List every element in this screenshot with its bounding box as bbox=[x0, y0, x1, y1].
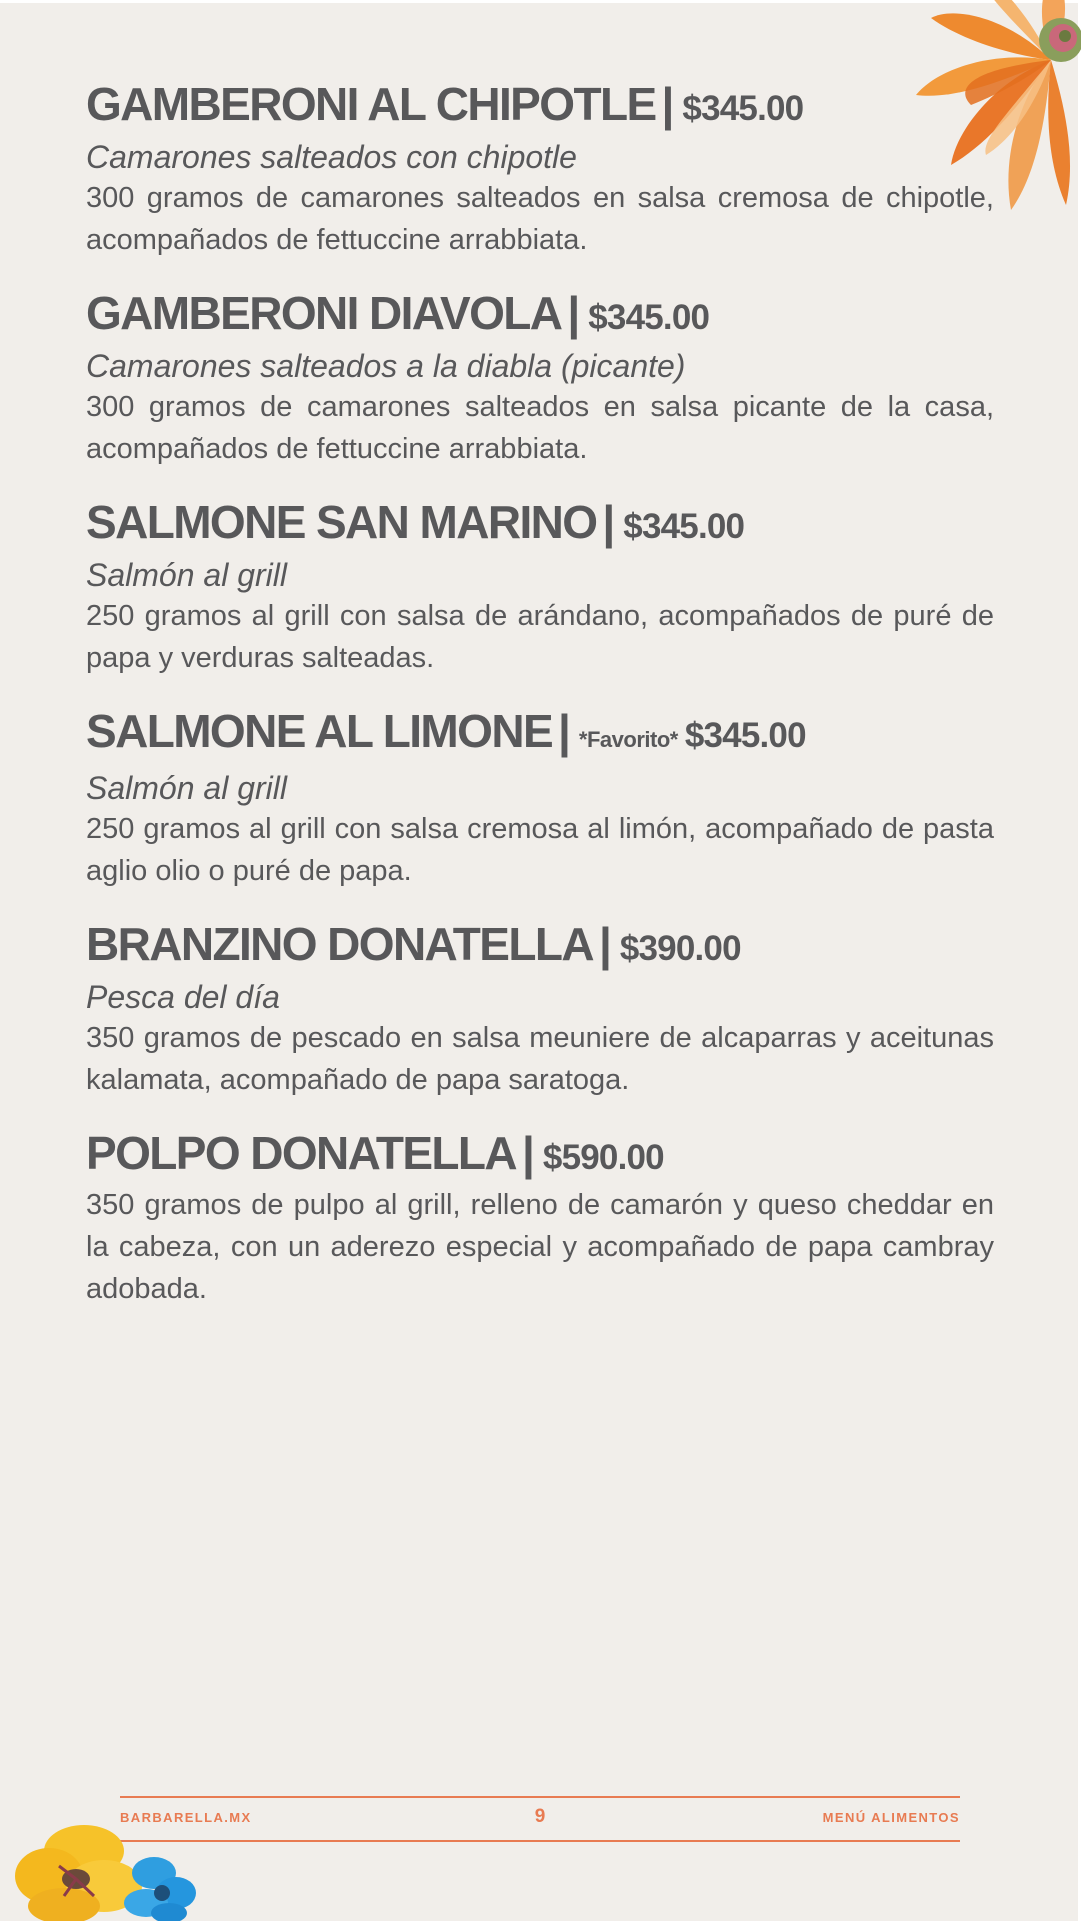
menu-item bbox=[86, 1127, 994, 1310]
dish-description: 300 gramos de camarones salteados en salsa cremosa de chipotle, acompañados de fettuccine arrabbiata. bbox=[86, 182, 994, 256]
dish-price: $345.00 bbox=[682, 89, 804, 128]
page-number: 9 bbox=[534, 1806, 546, 1827]
dish-name: BRANZINO DONATELLA bbox=[86, 918, 593, 970]
menu-item bbox=[86, 78, 994, 261]
separator: | bbox=[567, 287, 581, 339]
dish-price: $345.00 bbox=[623, 507, 745, 546]
menu-item-header bbox=[86, 78, 994, 135]
menu-item-header bbox=[86, 705, 994, 766]
dish-subtitle: Salmón al grill bbox=[86, 557, 287, 593]
dish-subtitle: Camarones salteados con chipotle bbox=[86, 139, 577, 175]
menu-item bbox=[86, 496, 994, 679]
dish-subtitle: Camarones salteados a la diabla (picante) bbox=[86, 348, 686, 384]
page-footer bbox=[120, 1796, 960, 1842]
dish-name: GAMBERONI DIAVOLA bbox=[86, 287, 562, 339]
dish-price: $345.00 bbox=[588, 298, 710, 337]
menu-item bbox=[86, 705, 994, 892]
dish-price: $590.00 bbox=[542, 1138, 664, 1177]
dish-name: SALMONE SAN MARINO bbox=[86, 496, 597, 548]
separator: | bbox=[522, 1127, 535, 1179]
separator: | bbox=[558, 705, 571, 757]
dish-price: $390.00 bbox=[619, 929, 741, 968]
dish-subtitle: Pesca del día bbox=[86, 979, 280, 1015]
dish-description: 350 gramos de pescado en salsa meuniere de alcaparras y aceitunas kalamata, acompañado de papa saratoga. bbox=[86, 1022, 994, 1096]
favorite-tag: *Favorito* bbox=[578, 727, 678, 752]
dish-price: $345.00 bbox=[684, 716, 806, 755]
separator: | bbox=[598, 918, 612, 970]
dish-description: 300 gramos de camarones salteados en salsa picante de la casa, acompañados de fettuccine arrabbiata. bbox=[86, 391, 994, 465]
website-label: BARBARELLA.MX bbox=[120, 1810, 252, 1825]
dish-name: GAMBERONI AL CHIPOTLE bbox=[86, 78, 656, 130]
separator: | bbox=[602, 496, 616, 548]
menu-list bbox=[86, 78, 994, 1336]
dish-subtitle: Salmón al grill bbox=[86, 770, 287, 806]
dish-name: SALMONE AL LIMONE bbox=[86, 705, 553, 757]
menu-item bbox=[86, 287, 994, 470]
menu-item-header bbox=[86, 918, 994, 975]
dish-name: POLPO DONATELLA bbox=[86, 1127, 517, 1179]
menu-item-header bbox=[86, 287, 994, 344]
menu-item bbox=[86, 918, 994, 1101]
yellow-and-blue-flowers-illustration bbox=[14, 1801, 204, 1921]
section-label: MENÚ ALIMENTOS bbox=[822, 1810, 960, 1825]
menu-item-header bbox=[86, 496, 994, 553]
separator: | bbox=[661, 78, 675, 130]
menu-item-header bbox=[86, 1127, 994, 1184]
dish-description: 250 gramos al grill con salsa de arándano, acompañados de puré de papa y verduras salteadas. bbox=[86, 600, 994, 674]
dish-description: 350 gramos de pulpo al grill, relleno de camarón y queso cheddar en la cabeza, con un aderezo especial y acompañado de papa cambray adobada. bbox=[86, 1189, 994, 1305]
dish-description: 250 gramos al grill con salsa cremosa al limón, acompañado de pasta aglio olio o puré de papa. bbox=[86, 813, 994, 887]
